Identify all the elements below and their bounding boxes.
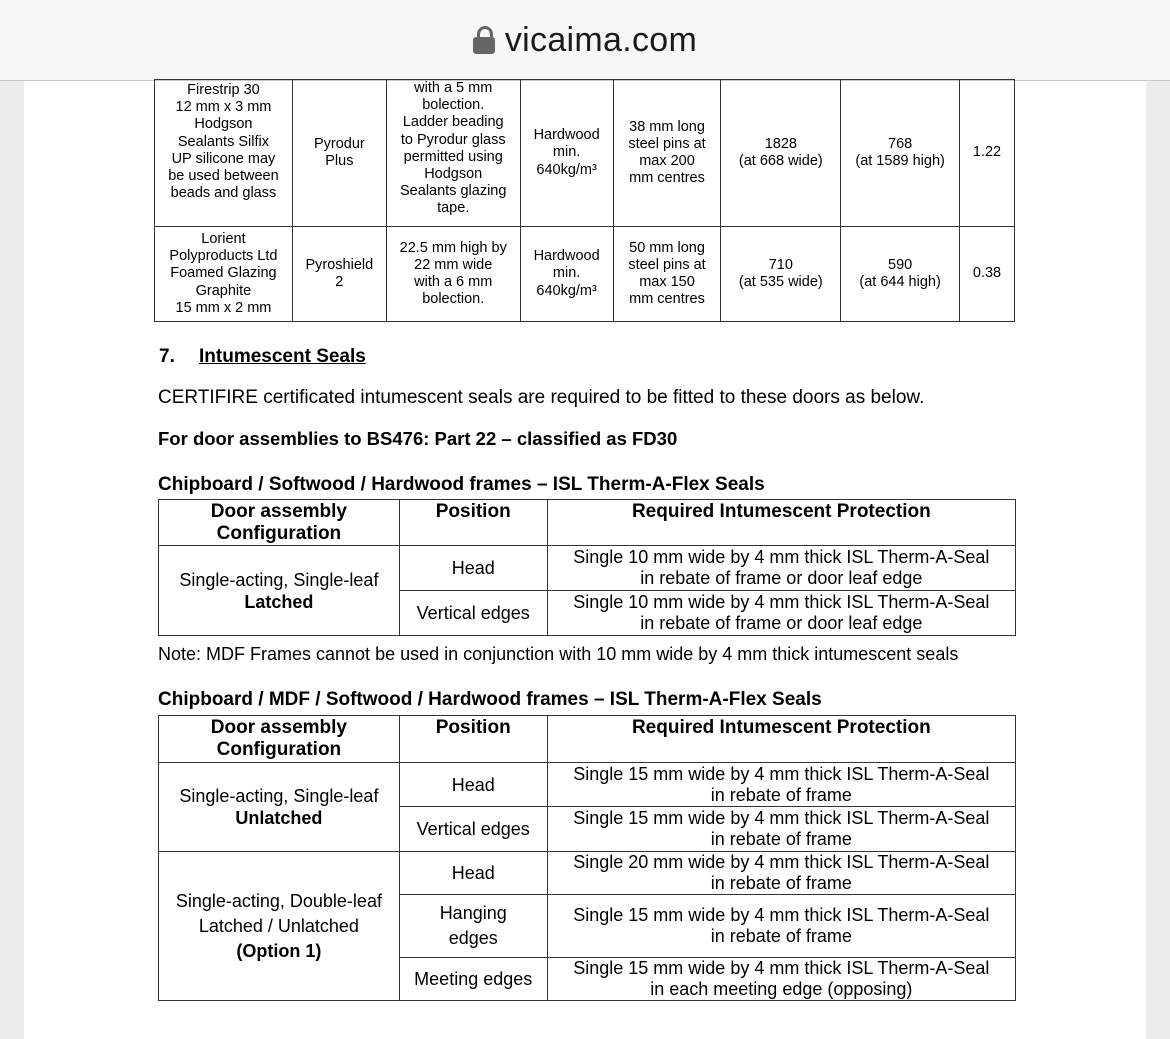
position-cell: Meeting edges: [399, 958, 547, 1001]
config-cell: [159, 546, 400, 636]
table-row: [155, 227, 1015, 322]
glazing-seal-cell: Lorient Polyproducts Ltd Foamed Glazing Graphite 15 mm x 2 mm: [155, 227, 293, 322]
table-a-note: Note: MDF Frames cannot be used in conjunction with 10 mm wide by 4 mm thick intumescent seals: [158, 644, 959, 664]
beading-cell: 22.5 mm high by 22 mm wide with a 6 mm bolection.: [386, 227, 520, 322]
table-row: [159, 546, 1016, 591]
max-area-cell: 0.38: [960, 227, 1015, 322]
bead-material-cell: Hardwood min. 640kg/m³: [520, 227, 613, 322]
config-line: Latched / Unlatched: [198, 915, 359, 936]
config-line: Unlatched: [235, 808, 323, 828]
max-height-cell: 1828 (at 668 wide): [721, 80, 841, 227]
config-line: Single-acting, Single-leaf: [179, 569, 379, 590]
max-height-cell: 710 (at 535 wide): [721, 227, 841, 322]
url-display[interactable]: [473, 21, 697, 60]
table-header-row: [159, 500, 1016, 546]
protection-cell: Single 15 mm wide by 4 mm thick ISL Therm-A-Seal in rebate of frame: [547, 895, 1015, 958]
section-number: 7.: [159, 346, 175, 367]
protection-cell: Single 15 mm wide by 4 mm thick ISL Therm-A-Seal in rebate of frame: [547, 763, 1015, 807]
header-position: Position: [399, 716, 547, 763]
protection-cell: Single 10 mm wide by 4 mm thick ISL Therm-A-Seal in rebate of frame or door leaf edge: [547, 546, 1015, 591]
position-cell: Vertical edges: [399, 807, 547, 852]
domain-text: vicaima.com: [504, 20, 698, 59]
table-row: [159, 763, 1016, 807]
seals-table-unlatched: [158, 715, 1016, 1001]
section-subheading: For door assemblies to BS476: Part 22 – classified as FD30: [158, 428, 678, 449]
table-row: [155, 80, 1015, 227]
table-a-caption: Chipboard / Softwood / Hardwood frames – ISL Therm-A-Flex Seals: [158, 474, 765, 495]
protection-cell: Single 10 mm wide by 4 mm thick ISL Therm-A-Seal in rebate of frame or door leaf edge: [547, 591, 1015, 636]
position-cell: Head: [399, 546, 547, 591]
header-protection: Required Intumescent Protection: [547, 716, 1015, 763]
address-bar[interactable]: [0, 0, 1170, 81]
section-title: Intumescent Seals: [199, 346, 366, 367]
position-cell: Head: [399, 852, 547, 895]
position-cell: Hanging edges: [399, 895, 547, 958]
config-cell: [159, 763, 400, 852]
header-config: Door assembly Configuration: [159, 716, 400, 763]
position-cell: Vertical edges: [399, 591, 547, 636]
protection-cell: Single 20 mm wide by 4 mm thick ISL Therm-A-Seal in rebate of frame: [547, 852, 1015, 895]
fixing-cell: 38 mm long steel pins at max 200 mm centres: [613, 80, 721, 227]
config-line: (Option 1): [236, 940, 322, 961]
glazing-seal-cell: Firestrip 30 12 mm x 3 mm Hodgson Sealants Silfix UP silicone may be used between beads and glass: [155, 80, 293, 227]
config-line: Single-acting, Double-leaf: [175, 890, 382, 911]
protection-cell: Single 15 mm wide by 4 mm thick ISL Therm-A-Seal in rebate of frame: [547, 807, 1015, 852]
header-config: Door assembly Configuration: [159, 500, 400, 546]
position-cell: Head: [399, 763, 547, 807]
max-width-cell: 768 (at 1589 high): [841, 80, 960, 227]
table-header-row: [159, 716, 1016, 763]
config-line: Single-acting, Single-leaf: [179, 786, 379, 806]
header-protection: Required Intumescent Protection: [547, 500, 1015, 546]
table-row: [159, 852, 1016, 895]
fixing-cell: 50 mm long steel pins at max 150 mm centres: [613, 227, 721, 322]
glass-type-cell: Pyrodur Plus: [292, 80, 386, 227]
config-cell: [159, 852, 400, 1001]
header-position: Position: [399, 500, 547, 546]
max-area-cell: 1.22: [960, 80, 1015, 227]
config-line: Latched: [244, 591, 314, 612]
seals-table-latched: [158, 499, 1016, 636]
section-intro: CERTIFIRE certificated intumescent seals are required to be fitted to these doors as below.: [158, 387, 925, 408]
lock-icon: [473, 26, 495, 54]
max-width-cell: 590 (at 644 high): [841, 227, 960, 322]
protection-cell: Single 15 mm wide by 4 mm thick ISL Therm-A-Seal in each meeting edge (opposing): [547, 958, 1015, 1001]
bead-material-cell: Hardwood min. 640kg/m³: [520, 80, 613, 227]
beading-cell: with a 5 mm bolection. Ladder beading to Pyrodur glass permitted using Hodgson Sealants glazing tape.: [386, 80, 520, 227]
table-b-caption: Chipboard / MDF / Softwood / Hardwood frames – ISL Therm-A-Flex Seals: [158, 689, 822, 710]
document-page: [24, 81, 1146, 1039]
glass-type-cell: Pyroshield 2: [292, 227, 386, 322]
glazing-table: [154, 79, 1015, 322]
